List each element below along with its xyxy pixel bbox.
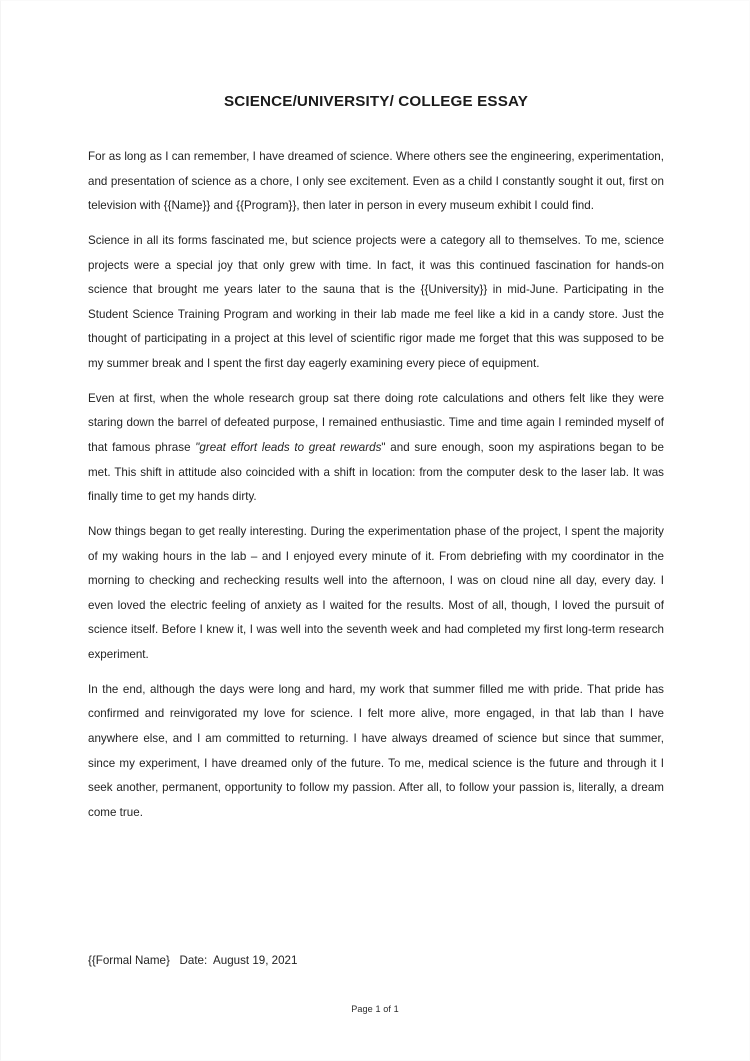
essay-paragraph-4: Now things began to get really interesting. During the experimentation phase of the project, I spent the majority of my waking hours in the lab – and I enjoyed every minute of it. From debriefing with my coordinator in the morning to checking and rechecking results well into the afternoon, I was on cloud nine all day, every day. I even loved the electric feeling of anxiety as I waited for the results. Most of all, though, I loved the pursuit of science itself. Before I knew it, I was well into the seventh week and had completed my first long-term research experiment.: [88, 525, 664, 661]
essay-paragraph-3: [88, 387, 664, 510]
famous-phrase-quote: "great effort leads to great rewards: [195, 441, 382, 455]
essay-paragraph-2: Science in all its forms fascinated me, but science projects were a category all to themselves. To me, science projects were a special joy that only grew with time. In fact, it was this continued fascination for hands-on science that brought me years later to the sauna that is the {{University}} in mid-June. Participating in the Student Science Training Program and working in their lab made me feel like a kid in a candy store. Just the thought of participating in a project at this level of scientific rigor made me forget that this was supposed to be my summer break and I spent the first day eagerly examining every piece of equipment.: [88, 234, 664, 370]
page-title: SCIENCE/UNIVERSITY/ COLLEGE ESSAY: [224, 93, 528, 110]
paragraph-3-tail-text: " and sure enough, soon my aspirations began to be met. This shift in attitude also coincided with a shift in location: from the computer desk to the laser lab. It was finally time to get my hands dirty.: [88, 441, 664, 504]
signature-and-date-line: {{Formal Name} Date: August 19, 2021: [88, 954, 298, 967]
essay-paragraph-5: In the end, although the days were long and hard, my work that summer filled me with pride. That pride has confirmed and reinvigorated my love for science. I felt more alive, more engaged, in that lab than I have anywhere else, and I am committed to returning. I have always dreamed of science but since that summer, since my experiment, I have dreamed only of the future. To me, medical science is the future and through it I seek another, permanent, opportunity to follow my passion. After all, to follow your passion is, literally, a dream come true.: [88, 682, 664, 819]
paragraph-3-lead-text: Even at first, when the whole research group sat there doing rote calculations and others felt like they were staring down the barrel of defeated purpose, I remained enthusiastic. Time and time again I reminded myself of that famous phrase: [88, 391, 664, 455]
essay-paragraph-1: For as long as I can remember, I have dreamed of science. Where others see the engineering, experimentation, and presentation of science as a chore, I only see excitement. Even as a child I constantly sought it out, first on television with {{Name}} and {{Program}}, then later in person in every museum exhibit I could find.: [88, 150, 664, 213]
page-footer-indicator: Page 1 of 1: [351, 1004, 399, 1014]
essay-paragraph-list: [88, 145, 664, 825]
